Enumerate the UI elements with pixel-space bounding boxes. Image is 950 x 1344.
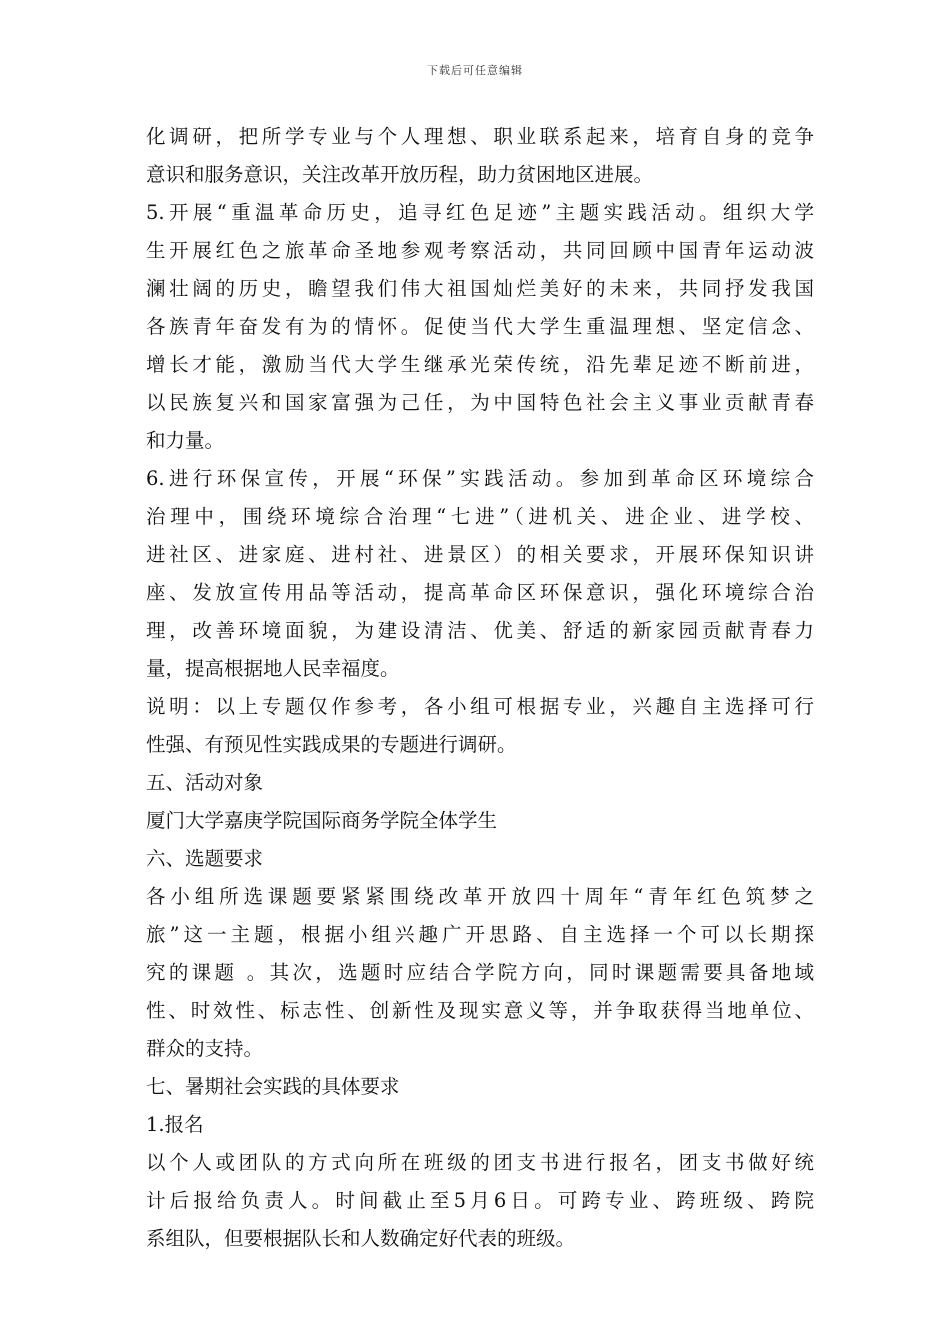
text-line: 量，提高根据地人民幸福度。	[146, 657, 400, 680]
text-line: 座、发放宣传用品等活动，提高革命区环保意识，强化环境综合治	[146, 581, 814, 604]
text-line: 5.开展“重温革命历史，追寻红色足迹”主题实践活动。组织大学	[146, 201, 814, 224]
text-line: 增长才能，激励当代大学生继承光荣传统，沿先辈足迹不断前进，	[146, 353, 814, 376]
section-heading: 五、活动对象	[146, 771, 264, 794]
subsection-heading: 1.报名	[146, 1113, 204, 1136]
text-line: 说明：以上专题仅作参考，各小组可根据专业，兴趣自主选择可行	[146, 695, 814, 718]
text-line: 以民族复兴和国家富强为己任，为中国特色社会主义事业贡献青春	[146, 391, 814, 414]
text-line: 各小组所选课题要紧紧围绕改革开放四十周年“青年红色筑梦之	[146, 885, 814, 908]
text-line: 以个人或团队的方式向所在班级的团支书进行报名，团支书做好统	[146, 1151, 814, 1174]
text-line: 究的课题 。其次，选题时应结合学院方向，同时课题需要具备地域	[146, 961, 814, 984]
text-line: 治理中，围绕环境综合治理“七进”（进机关、进企业、进学校、	[146, 505, 814, 528]
text-line: 系组队，但要根据队长和人数确定好代表的班级。	[146, 1227, 576, 1250]
text-line: 计后报给负责人。时间截止至5月6日。可跨专业、跨班级、跨院	[146, 1189, 814, 1212]
text-line: 理，改善环境面貌，为建设清洁、优美、舒适的新家园贡献青春力	[146, 619, 814, 642]
text-line: 厦门大学嘉庚学院国际商务学院全体学生	[146, 809, 498, 832]
page-header: 下载后可任意编辑	[427, 64, 523, 77]
text-line: 旅”这一主题，根据小组兴趣广开思路、自主选择一个可以长期探	[146, 923, 814, 946]
text-line: 和力量。	[146, 429, 225, 452]
text-line: 性、时效性、标志性、创新性及现实意义等，并争取获得当地单位、	[146, 999, 814, 1022]
text-line: 性强、有预见性实践成果的专题进行调研。	[146, 733, 517, 756]
text-line: 各族青年奋发有为的情怀。促使当代大学生重温理想、坚定信念、	[146, 315, 814, 338]
section-heading: 七、暑期社会实践的具体要求	[146, 1075, 400, 1098]
text-line: 群众的支持。	[146, 1037, 264, 1060]
text-line: 生开展红色之旅革命圣地参观考察活动，共同回顾中国青年运动波	[146, 239, 814, 262]
text-line: 澜壮阔的历史，瞻望我们伟大祖国灿烂美好的未来，共同抒发我国	[146, 277, 814, 300]
text-line: 进社区、进家庭、进村社、进景区）的相关要求，开展环保知识讲	[146, 543, 814, 566]
document-body	[146, 118, 814, 1258]
section-heading: 六、选题要求	[146, 847, 264, 870]
text-line: 化调研，把所学专业与个人理想、职业联系起来，培育自身的竞争	[146, 125, 814, 148]
text-line: 6.进行环保宣传，开展“环保”实践活动。参加到革命区环境综合	[146, 467, 814, 490]
text-line: 意识和服务意识，关注改革开放历程，助力贫困地区进展。	[146, 163, 654, 186]
